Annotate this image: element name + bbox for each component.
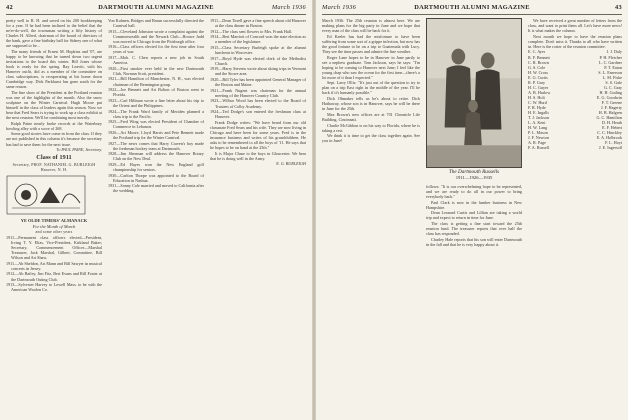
roster-name: J. F. Newton: [528, 135, 549, 141]
roster-name: T. J. Jackson: [528, 115, 550, 121]
paragraph: Paul Clark is now in the lumber business in New Hampshire.: [426, 199, 522, 210]
roster-name: C. C. Hinckley: [597, 130, 622, 136]
roster-name: S. L. Emerson: [598, 69, 622, 75]
paragraph: The many friends of Ernest M. Hopkins and '07, are happy to be knowing that he turned down two urgent invitations to the board this winter. Bill Jones whose book is ready for the spring. Ray Leavitt, with his Hanover outfit, did as a member of the committee on class subscriptions, is recuperating at his home down Cambridge way. Dick Parkhurst has gone south for the same reason.: [6, 48, 102, 90]
paragraph: The class is getting a fine start toward the 25th reunion fund. The treasurer reports that over half the class has responded.: [426, 221, 522, 237]
left-column-3: [210, 18, 306, 416]
list-item: 1913—Sylvester Harvey to Lowell Mass. to be with the American Woolen Co.: [6, 282, 102, 293]
roster-name: P. T. Eaton: [604, 64, 622, 70]
list-item: 1916—Class officers elected for the first time after four years of war.: [108, 44, 204, 55]
right-column-3: [528, 18, 622, 416]
photo-caption-years: 1911—1926—1935: [455, 175, 493, 181]
roster-row: [528, 145, 622, 150]
left-page: [0, 0, 312, 420]
list-item: 1924—The Frank Ward family of Meriden planned a class trip to the Pacific.: [108, 108, 204, 119]
roster-name: R. F. Bennett: [528, 54, 550, 60]
list-item: 1923—Wilbur Wood has been elected to the Board of Trustees of Colby Academy.: [210, 98, 306, 109]
right-column-1: [322, 18, 420, 416]
roster-name: F. A. Russell: [528, 145, 550, 151]
list-item: 1922—Joe Bennett and Art Bolton of Boston went to Florida.: [108, 87, 204, 98]
roster-name: H. B. Halgren: [598, 110, 622, 116]
roster-name: C. R. Brown: [528, 59, 549, 65]
list-item: 1912—The class sent flowers to Mrs. Frank Hall.: [210, 28, 292, 34]
roster-name: E. F. Hebert: [602, 125, 622, 131]
roster-name: G. S. Cole: [528, 64, 546, 70]
almanac-subtitle: For the Month of March: [32, 223, 76, 229]
photo-caption: [426, 170, 522, 181]
left-running-head: [6, 4, 306, 14]
signature: To PAUL PAINE, Secretary.: [56, 147, 102, 153]
photo-caption-title: The Dartmouth Russells: [448, 169, 500, 175]
roster-name: E. G. Goodwin: [596, 94, 622, 100]
roster-name: H. S. Holt: [528, 94, 545, 100]
class-heading: Class of 1911: [36, 154, 72, 162]
roster-name: C. W. Hurd: [528, 99, 547, 105]
roster-name: H. E. Ingalls: [528, 110, 549, 116]
list-item: 1915—Cleveland Johnston wrote a complaint against the Commonwealth and the Newark Club—Horace Judd was moved to Chicago from the Pittsburgh office.: [108, 28, 204, 44]
list-item: 1924—Ted Dodge's son entered the freshman class at Hanover.: [210, 109, 306, 120]
roster-name: F. T. Greene: [601, 99, 622, 105]
roster-name: E. C. Ayer: [528, 49, 546, 55]
roster-name: L. C. Gardner: [599, 59, 622, 65]
paragraph: follows: "It is our overwhelming hope to be represented, and we are ready to do all in our power to bring everybody back.": [426, 184, 522, 200]
paragraph: Dick Ohmaker tells us he's about to retire. Dick Hathaway, whose son is in Hanover, says he will be there in June for the 25th.: [322, 96, 420, 112]
list-item: Von Kuhnen, Bridges and Braun successfully directed the Carnival ball.: [108, 18, 204, 29]
roster-name: J. E. Ingersoll: [599, 145, 622, 151]
list-item: 1911—Permanent class officers elected—President, Irving T. Y. Elias, Vice-President, Kirkland Baker; Secretary, Commencement Officer—Marshal Treasurer, Jack Marshal, Gilbert, Committee, Bill Wilson and Art Shaw.: [6, 234, 102, 261]
right-page-number: 43: [615, 4, 622, 11]
paragraph: We think it is time to get the class together again. See you in June!: [322, 133, 420, 144]
almanac-title: YE OLDE TIMERS' ALMANACK: [20, 217, 88, 223]
roster-name: H. C. Guyer: [528, 84, 549, 90]
list-item: 1930—Carlton Thorpe was appointed to the Board of Education in Nashua.: [108, 172, 204, 183]
left-magazine-title: DARTMOUTH ALUMNI MAGAZINE: [98, 4, 214, 11]
list-item: 1931—Sonny Cole married and moved to California after the wedding.: [108, 183, 204, 194]
class-secretary: Secretary, PROF. NATHANIEL G. BURLEIGH: [12, 162, 96, 167]
left-header-rule: [6, 14, 306, 15]
list-item: 1928—Jim Sherman will address the Hanover Rotary Club on the New Deal.: [108, 151, 204, 162]
roster-name: P. H. Fletcher: [599, 54, 622, 60]
paragraph: March 1936. The 25th reunion is almost here. We are making plans for the big party in June and we hope that every man of the class will be back for it.: [322, 18, 420, 34]
list-item: 1917—Moh. C. Chen reports a new job in South America.: [108, 55, 204, 66]
roster-name: L. M. Fiske: [602, 74, 622, 80]
list-item: 1917—Boyd Hyde was elected clerk of the Methodist Church.: [210, 55, 306, 66]
roster-name: H. W. Cross: [528, 69, 549, 75]
roster-name: A. R. Page: [528, 140, 546, 146]
roster-name: R. P. Gray: [528, 79, 546, 85]
roster-name: G. C. Gray: [603, 84, 622, 90]
roster-name: F. R. Hyde: [528, 104, 546, 110]
roster-name: J. J. Daly: [606, 49, 622, 55]
right-page: [316, 0, 628, 420]
roster-name: E. A. Holbrook: [596, 135, 622, 141]
right-column-2: [426, 184, 522, 416]
list-item: 1911—Ab Sheldon, Art Mann and Bill Sawyer in musical concerts in Jersey.: [6, 260, 102, 271]
list-item: 1914—Bert Marriott of Concord won the state election as a member of the legislature.: [210, 34, 306, 45]
photo-image-icon: [427, 19, 521, 167]
paragraph: Dean Leonard Curtis and Lillian are taking a world trip and expect to return in time for June.: [426, 210, 522, 221]
paragraph: Sept. Larry Ollis: "It's just out of the question to try to plan on a trip East right in the middle of the year. I'll be back if it's humanly possible.": [322, 80, 420, 96]
list-item: 1926—Art Moore, Lloyd Harris and Pete Bennett made the Portland trip for the Winter Carnival.: [108, 129, 204, 140]
roster-name: L. A. Kent: [528, 120, 546, 126]
roster-name: P. L. Mason: [528, 130, 548, 136]
roster-name: D. H. Heath: [601, 120, 622, 126]
paragraph: Charlie McGibbon is on his way to Florida, where he is taking a rest.: [322, 122, 420, 133]
right-running-head: [322, 4, 622, 14]
list-item: 1921—Frank Nugent was chairman for the annual meeting of the Hanover Country Club.: [210, 87, 306, 98]
roster-name: A. B. Harlow: [528, 89, 551, 95]
roster-name: F. L. Hoyt: [605, 140, 622, 146]
roster-name: S. S. Gale: [605, 79, 622, 85]
right-header-rule: [322, 14, 622, 15]
left-column-1: [6, 18, 102, 416]
paragraph: Some good stories have come in from the class. If they are not published in this column it's because the secretary has had to save them for the next issue.: [6, 131, 102, 147]
list-item: 1915—Class Secretary Burleigh spoke at the alumni luncheon in Worcester.: [210, 45, 306, 56]
paragraph: Ralph Paine nearly broke records at the Waterbury bowling alley with a score of 268.: [6, 120, 102, 131]
paragraph: We have received a great number of letters from the class, and want to print them all. Let's have more news! It is what makes the column.: [528, 18, 622, 34]
almanac-emblem-icon: [6, 175, 86, 215]
list-item: 1925—Fred Wing was elected President of Chamber of Commerce in Lebanon.: [108, 119, 204, 130]
signature: N. G. BURLEIGH: [275, 161, 306, 167]
left-page-number: 42: [6, 4, 13, 11]
almanac-years: and some other years: [35, 229, 73, 234]
paragraph: Ed Keeler has had the misfortune to have been suffering from some sort of a grippe infection, but now has the good fortune to be on a trip to Guatemala with Lucy. They see the time passes and admire the fine weather.: [322, 33, 420, 54]
list-item: 1919—Harry Stevens wrote about skiing trips in Vermont and the Stowe area.: [210, 66, 306, 77]
class-address: Hanover, N. H.: [40, 167, 68, 172]
paragraph: Max Brown's new offices are at 701 Chronicle Life Building, Cincinnati.: [322, 111, 420, 122]
list-item: 1911—Dean Tirrell gave a fine speech about old Hanover at the class dinner in Boston.: [210, 18, 306, 29]
list-item: 1927—The news comes that Harry Craven's boy made the freshman hockey team at Dartmouth.: [108, 140, 204, 151]
roster-name: H. H. Goding: [599, 89, 622, 95]
list-item: 1929—Ed Hayes won the New England golf championship for seniors.: [108, 161, 204, 173]
left-column-2: [108, 18, 204, 416]
paragraph: Roger Lane hopes to be in Hanover in June partly to see a nephew graduate. Tom Jackson, says he says: "I'm hoping to be coming to Hanover next June; I feel like the young chap who saw the ocean for the first time—there's a lot more of it than I expected.": [322, 54, 420, 80]
reunion-roster: [528, 49, 622, 150]
right-issue-date: March 1936: [322, 4, 357, 11]
list-item: 1912—Ab Bailey, Jim Fitz, Bert Evans and Rill Foster at the Dartmouth Outing Club.: [6, 271, 102, 282]
paragraph: The fine show of the President at the Portland reunion was one of the highlights of the month. Also the snow sculpture on the Winter Carnival. Hugh Moore put himself in the class of leaders again this season. Now we hear that Fred Sears is trying to work up a class exhibit at the next reunion. We'll be combining most merrily.: [6, 89, 102, 121]
list-item: 1921—Bill Hamilton of Manchester, N. H., was elected chairman of the Bennington group.: [108, 76, 204, 87]
roster-name: E. G. Curtis: [528, 74, 548, 80]
roster-name: G. C. Hamilton: [596, 115, 622, 121]
paragraph: Frank Dodge writes: "We have heard from our old classmate Fred Sears and his wife. They are now living in Chicago and have been for some years. Fred is in the insurance business and writes of his grandchildren. He asks to be remembered to all the boys of '11. He says that he hopes to be on hand at the 25th.": [210, 119, 306, 151]
roster-name: H. W. Lang: [528, 125, 548, 131]
left-issue-date: March 1936: [271, 4, 306, 11]
paragraph: It is Major Chase to the boys in Gloucester. We hear that he is doing well in the Army.: [210, 150, 306, 161]
list-item: 1920—Bill Tyler has been appointed General Manager of the Boston and Maine.: [210, 77, 306, 88]
right-magazine-title: DARTMOUTH ALUMNI MAGAZINE: [414, 4, 530, 11]
paragraph: Charley Hale reports that his son will enter Dartmouth in the fall and that he is very happy about it.: [426, 236, 522, 247]
roster-name: J. F. Hagerty: [600, 104, 622, 110]
paragraph: Next month we hope to have the reunion plans complete. Don't miss it. Thanks to all who have written in. Here is the roster of the reunion committee:: [528, 33, 622, 49]
paragraph: pretty well to R. H. and saved on his 200 bookkeeping for a year. If he had been inclined to the belief that the ne'er-do-well, the townsman writing a fifty history of Charles H. Allred, chairman of the board of directors of the bank, gave a fine birthday ball for Sidney one of what are supposed to be...: [6, 18, 102, 49]
list-item: 1920—First smoker ever held in the new Dartmouth Club, Norman Scott, president.: [108, 65, 204, 76]
list-item: 1923—Carl Hillman wrote a fine letter about his trip to the Orient and the Philippines.: [108, 97, 204, 108]
family-photo: [426, 18, 522, 168]
